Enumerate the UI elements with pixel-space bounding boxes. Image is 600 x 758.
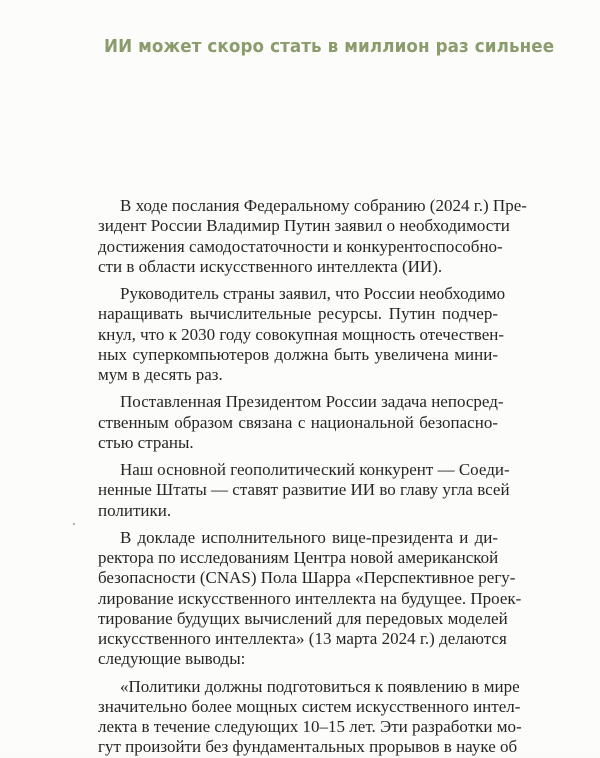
paragraph [98, 284, 506, 385]
paragraph [98, 392, 504, 453]
text-line: следующие выводы: [98, 649, 246, 669]
text-line: тирование будущих вычислений для передовых моделей [98, 608, 508, 628]
text-line: лекта в течение следующих 10–15 лет. Эти разработки мо- [98, 717, 522, 736]
text-line: сти в области искусственного интеллекта (ИИ). [98, 256, 443, 276]
text-line: ректора по исследованиям Центра новой американской [98, 548, 499, 567]
paragraph [98, 460, 510, 521]
text-line: «Политики должны подготовиться к появлению в мире [120, 676, 520, 696]
running-header: ИИ может скоро стать в миллион раз сильнее [104, 36, 555, 57]
text-line: Руководитель страны заявил, что России необходимо [120, 284, 506, 303]
text-line: достижения самодостаточности и конкурентоспособно- [98, 236, 503, 256]
text-line: гут произойти без фундаментальных прорывов в науке об [98, 737, 518, 757]
text-line: кнул, что к 2030 году совокупная мощность отечествен- [98, 324, 504, 344]
text-line: ственным образом связана с национальной безопасно- [98, 412, 498, 432]
text-line: искусственного интеллекта» (13 марта 2024 г.) делаются [98, 629, 507, 648]
text-line: политики. [98, 500, 172, 520]
paragraph [98, 527, 522, 670]
text-line: наращивать вычислительные ресурсы. Путин подчер- [98, 304, 498, 324]
body-text [98, 196, 527, 758]
text-line: значительно более мощных систем искусственного интел- [98, 696, 521, 716]
paragraph [98, 196, 527, 277]
text-line: ных суперкомпьютеров должна быть увеличена мини- [98, 344, 498, 364]
text-line: лирование искусственного интеллекта на будущее. Проек- [98, 588, 522, 608]
paragraph [98, 676, 522, 758]
text-line: В ходе послания Федеральному собранию (2024 г.) Пре- [120, 196, 527, 215]
text-line: В докладе исполнительного вице-президента и ди- [120, 527, 498, 547]
text-line: зидент России Владимир Путин заявил о необходимости [98, 216, 510, 236]
text-line: Поставленная Президентом России задача непосред- [120, 392, 504, 412]
text-line: безопасности (CNAS) Пола Шарра «Перспективное регу- [98, 568, 516, 588]
margin-mark [73, 523, 75, 525]
text-line: стью страны. [98, 432, 194, 452]
text-line: ненные Штаты — ставят развитие ИИ во главу угла всей [98, 480, 510, 500]
text-line: мум в десять раз. [98, 365, 223, 384]
text-line: Наш основной геополитический конкурент — Соеди- [120, 460, 510, 479]
